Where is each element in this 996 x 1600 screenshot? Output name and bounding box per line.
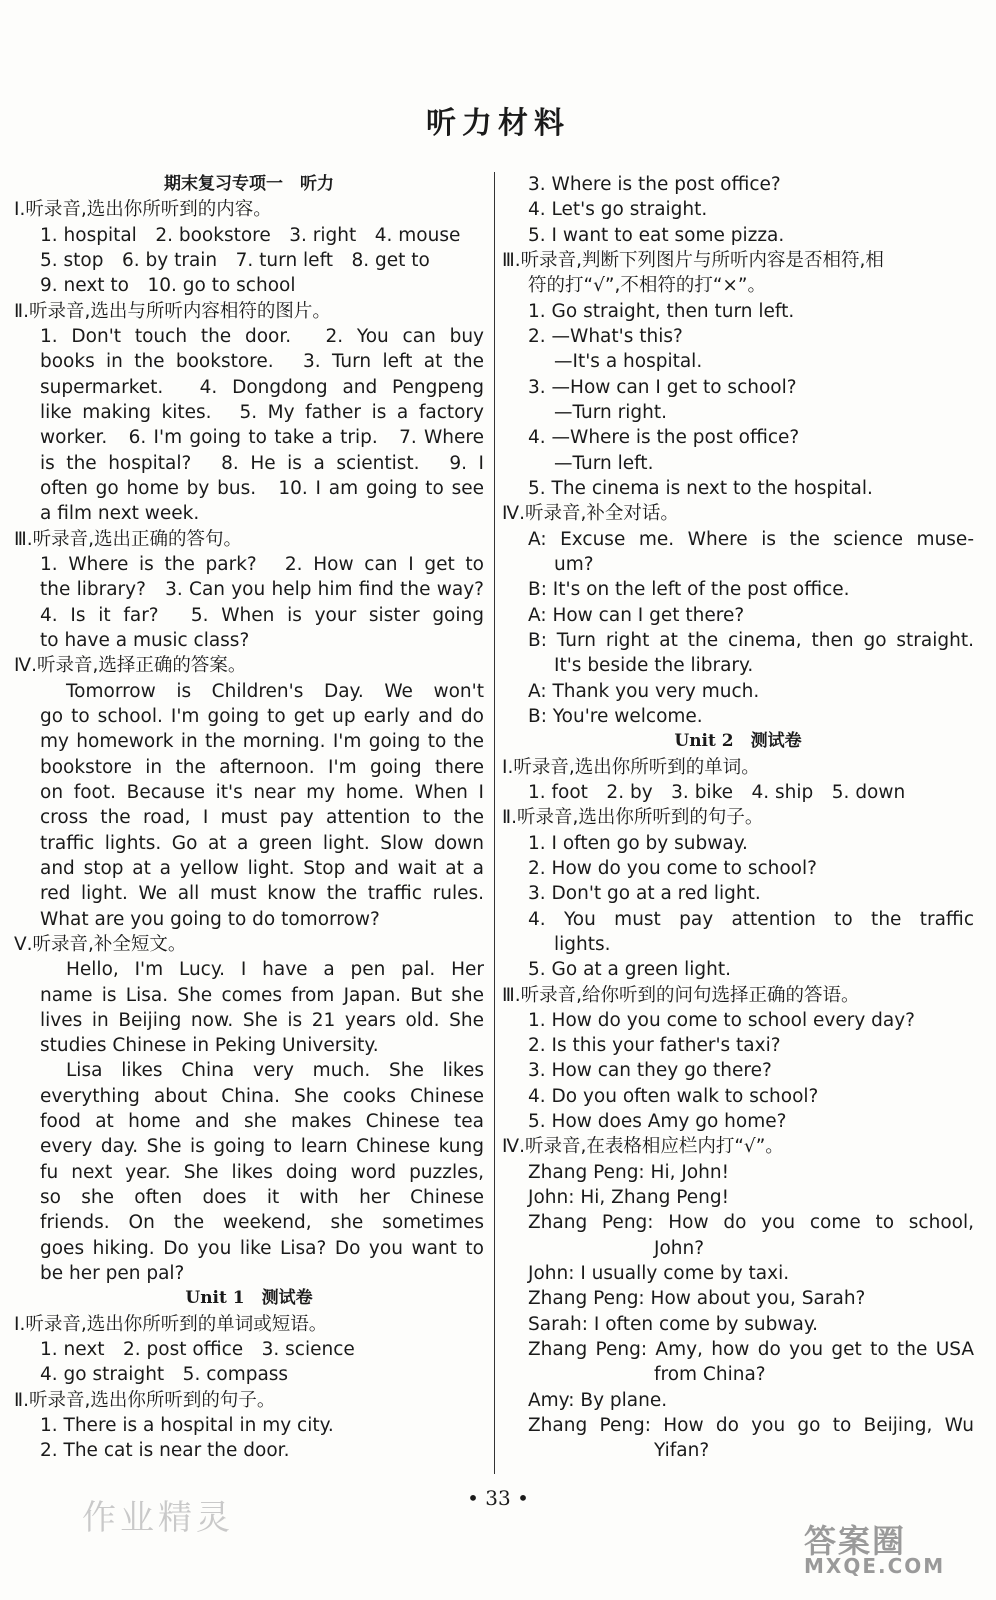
text-line: A: How can I get there? xyxy=(528,604,745,626)
text-line: 1. Where is the park? 2. How can I get to xyxy=(40,553,484,575)
text-line: 4. Is it far? 5. When is your sister going xyxy=(40,604,484,626)
text-line: and stop at a yellow light. Stop and wait at a xyxy=(40,857,484,879)
text-line: every day. She is going to learn Chinese kung xyxy=(40,1136,484,1158)
text-line: 2. How do you come to school? xyxy=(528,857,817,879)
text-line: 1. There is a hospital in my city. xyxy=(40,1415,334,1437)
text-line: 4. You must pay attention to the traffic xyxy=(528,908,974,930)
text-line: Ⅱ.听录音,选出你所听到的句子。 xyxy=(502,807,764,829)
text-line: fu next year. She likes doing word puzzles, xyxy=(40,1161,484,1183)
text-line: 4. Let's go straight. xyxy=(528,199,708,221)
text-line: everything about China. She cooks Chinese xyxy=(40,1085,484,1107)
text-line: Ⅲ.听录音,判断下列图片与所听内容是否相符,相 xyxy=(502,249,884,271)
text-line: B: Turn right at the cinema, then go straight. xyxy=(528,629,974,651)
text-line: Ⅲ.听录音,给你听到的问句选择正确的答语。 xyxy=(502,984,860,1006)
text-line: 1. Go straight, then turn left. xyxy=(528,300,795,322)
text-line: the library? 3. Can you help him find the way? xyxy=(40,579,484,601)
text-line: Yifan? xyxy=(654,1440,710,1462)
text-line: Ⅴ.听录音,补全短文。 xyxy=(14,933,187,955)
text-line: 1. Don't touch the door. 2. You can buy xyxy=(40,325,484,347)
text-line: Zhang Peng: Hi, John! xyxy=(528,1161,729,1183)
text-line: 5. I want to eat some pizza. xyxy=(528,224,785,246)
text-line: Tomorrow is Children's Day. We won't xyxy=(66,680,484,702)
text-line: Ⅰ.听录音,选出你所听到的内容。 xyxy=(14,199,272,221)
text-line: cross the road, I must pay attention to the xyxy=(40,807,484,829)
text-line: go to school. I'm going to get up early and do xyxy=(40,705,484,727)
text-line: Hello, I'm Lucy. I have a pen pal. Her xyxy=(66,959,484,981)
text-line: What are you going to do tomorrow? xyxy=(40,908,380,930)
text-line: B: It's on the left of the post office. xyxy=(528,579,850,601)
text-line: on foot. Because it's near my home. When I xyxy=(40,781,484,803)
text-line: 5. Go at a green light. xyxy=(528,959,731,981)
text-line: food at home and she makes Chinese tea xyxy=(40,1111,484,1133)
text-line: is the hospital? 8. He is a scientist. 9. I xyxy=(40,452,484,474)
text-line: Ⅰ.听录音,选出你所听到的单词。 xyxy=(502,756,760,778)
text-line: Ⅳ.听录音,选择正确的答案。 xyxy=(14,655,247,677)
section-title: 期末复习专项一 听力 xyxy=(164,174,334,194)
text-line: lives in Beijing now. She is 21 years old. She xyxy=(40,1009,484,1031)
text-line: Zhang Peng: How do you go to Beijing, Wu xyxy=(528,1415,974,1437)
text-line: red light. We all must know the traffic rules. xyxy=(40,883,484,905)
text-line: 2. The cat is near the door. xyxy=(40,1440,290,1462)
text-line: friends. On the weekend, she sometimes xyxy=(40,1212,484,1234)
text-line: —Turn left. xyxy=(554,452,654,474)
text-line: books in the bookstore. 3. Turn left at the xyxy=(40,351,484,373)
text-line: Zhang Peng: How do you come to school, xyxy=(528,1212,974,1234)
right-column xyxy=(502,172,974,1464)
text-line: 5. How does Amy go home? xyxy=(528,1111,787,1133)
text-line: 4. Do you often walk to school? xyxy=(528,1085,819,1107)
text-line: Ⅳ.听录音,补全对话。 xyxy=(502,503,679,525)
text-line: be her pen pal? xyxy=(40,1263,185,1285)
text-line: 1. I often go by subway. xyxy=(528,832,748,854)
section-title: Unit 1 测试卷 xyxy=(185,1288,313,1309)
section-title: Unit 2 测试卷 xyxy=(674,731,802,752)
text-line: 3. How can they go there? xyxy=(528,1060,772,1082)
text-line: John: I usually come by taxi. xyxy=(528,1263,790,1285)
text-line: Lisa likes China very much. She likes xyxy=(66,1060,484,1082)
text-line: Ⅲ.听录音,选出正确的答句。 xyxy=(14,528,243,550)
text-line: worker. 6. I'm going to take a trip. 7. Where xyxy=(40,427,484,449)
text-line: to have a music class? xyxy=(40,629,250,651)
text-line: Ⅱ.听录音,选出与所听内容相符的图片。 xyxy=(14,300,331,322)
text-line: Zhang Peng: Amy, how do you get to the USA xyxy=(528,1339,974,1361)
text-line: A: Thank you very much. xyxy=(528,680,760,702)
text-line: 符的打“√”,不相符的打“×”。 xyxy=(528,275,767,297)
page-title: 听力材料 xyxy=(426,106,570,141)
text-line: 4. go straight 5. compass xyxy=(40,1364,289,1386)
text-line: 2. —What's this? xyxy=(528,325,683,347)
text-line: Ⅳ.听录音,在表格相应栏内打“√”。 xyxy=(502,1136,784,1158)
text-line: goes hiking. Do you like Lisa? Do you want to xyxy=(40,1237,484,1259)
left-column xyxy=(14,172,484,1464)
text-line: —It's a hospital. xyxy=(554,351,703,373)
text-line: 3. Where is the post office? xyxy=(528,174,781,195)
text-line: lights. xyxy=(554,933,611,955)
text-line: 1. next 2. post office 3. science xyxy=(40,1339,355,1361)
site-logo xyxy=(782,1516,982,1576)
text-line: John: Hi, Zhang Peng! xyxy=(528,1187,729,1209)
text-line: —Turn right. xyxy=(554,401,667,423)
text-line: 9. next to 10. go to school xyxy=(40,275,296,297)
text-line: supermarket. 4. Dongdong and Pengpeng xyxy=(40,376,484,398)
text-line: a film next week. xyxy=(40,503,200,525)
text-line: 5. The cinema is next to the hospital. xyxy=(528,477,873,499)
text-line: John? xyxy=(654,1237,705,1259)
text-line: studies Chinese in Peking University. xyxy=(40,1035,379,1057)
text-line: from China? xyxy=(654,1364,766,1386)
text-line: 1. foot 2. by 3. bike 4. ship 5. down xyxy=(528,781,906,803)
text-line: Sarah: I often come by subway. xyxy=(528,1313,819,1335)
logo-url: MXQE.COM xyxy=(804,1554,946,1578)
column-divider xyxy=(494,172,495,1474)
page-number: • 33 • xyxy=(467,1486,529,1510)
watermark-text: 作业精灵 xyxy=(82,1498,234,1538)
text-line: Ⅰ.听录音,选出你所听到的单词或短语。 xyxy=(14,1313,328,1335)
text-line: often go home by bus. 10. I am going to see xyxy=(40,477,484,499)
text-line: 5. stop 6. by train 7. turn left 8. get to xyxy=(40,249,430,271)
text-line: like making kites. 5. My father is a factory xyxy=(40,401,484,423)
text-line: 1. How do you come to school every day? xyxy=(528,1009,916,1031)
text-line: Amy: By plane. xyxy=(528,1389,668,1411)
text-line: traffic lights. Go at a green light. Slow down xyxy=(40,832,484,854)
text-line: 3. —How can I get to school? xyxy=(528,376,797,398)
text-line: A: Excuse me. Where is the science muse- xyxy=(528,528,974,550)
text-line: 2. Is this your father's taxi? xyxy=(528,1035,781,1057)
text-line: bookstore in the afternoon. I'm going there xyxy=(40,756,484,778)
text-line: B: You're welcome. xyxy=(528,705,703,727)
text-line: name is Lisa. She comes from Japan. But she xyxy=(40,984,484,1006)
text-line: so she often does it with her Chinese xyxy=(40,1187,484,1209)
text-line: 1. hospital 2. bookstore 3. right 4. mouse xyxy=(40,224,461,246)
text-line: 3. Don't go at a red light. xyxy=(528,883,761,905)
text-line: Zhang Peng: How about you, Sarah? xyxy=(528,1288,866,1310)
text-line: Ⅱ.听录音,选出你所听到的句子。 xyxy=(14,1389,276,1411)
text-line: um? xyxy=(554,553,594,575)
logo-text: 答案圈 xyxy=(804,1522,907,1560)
text-line: 4. —Where is the post office? xyxy=(528,427,800,449)
text-line: It's beside the library. xyxy=(554,655,754,677)
text-line: my homework in the morning. I'm going to the xyxy=(40,731,484,753)
